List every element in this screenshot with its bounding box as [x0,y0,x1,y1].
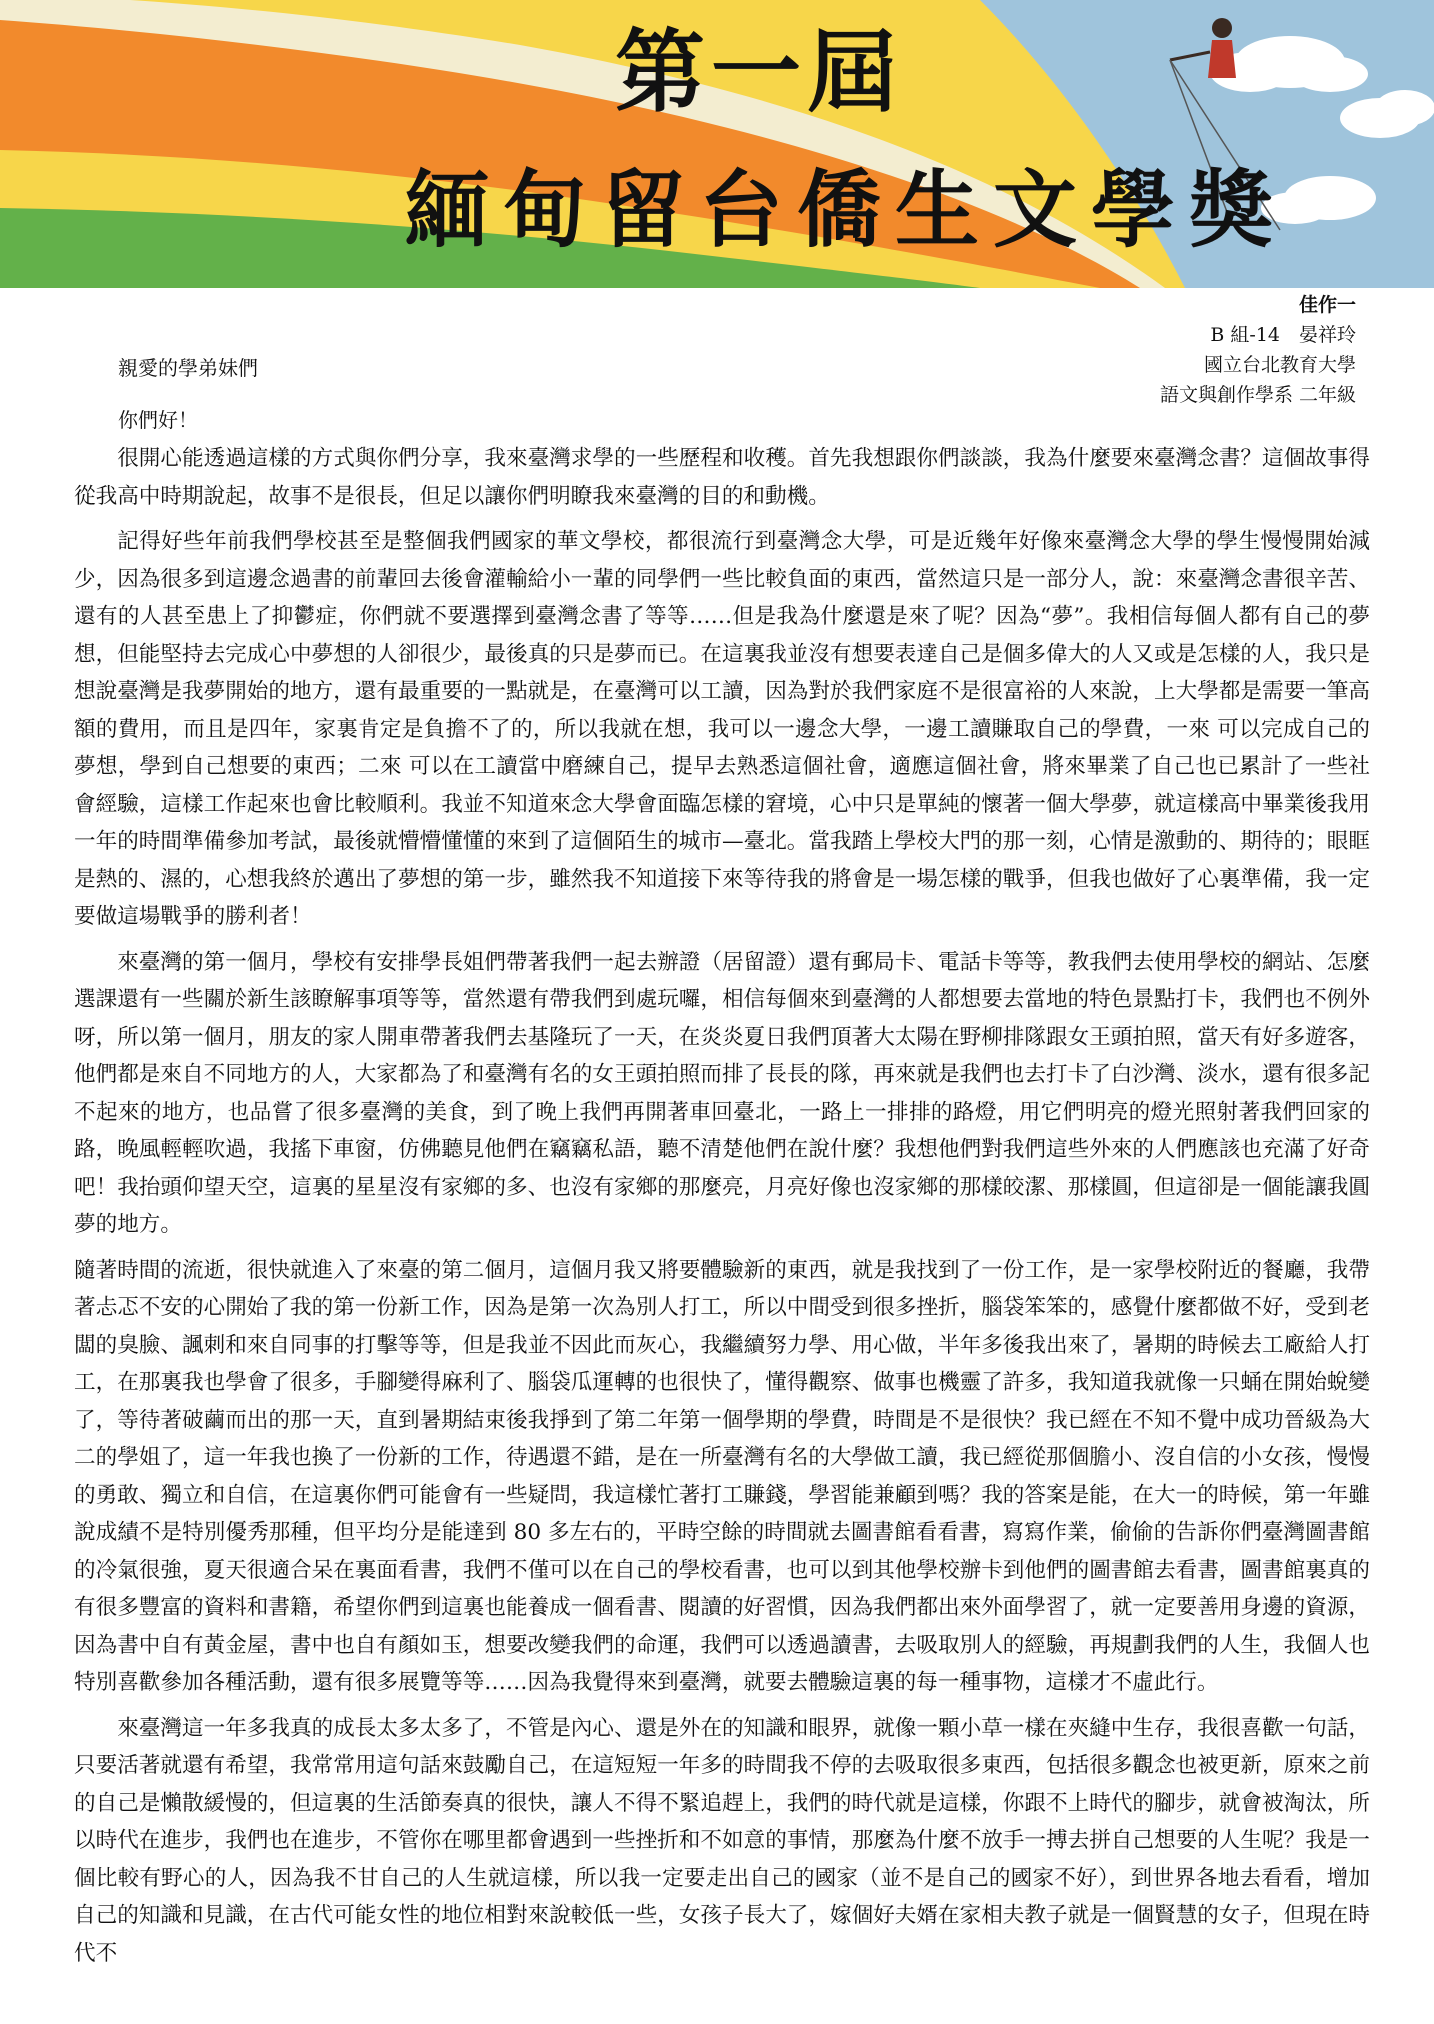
title-line-1: 第一屆 [615,20,903,125]
author-info [1160,290,1356,410]
title-line-2: 緬甸留台僑生文學獎 [405,161,1288,259]
letter-body [74,440,1370,1980]
author-school: 國立台北教育大學 [1203,354,1356,376]
paragraph-4: 隨著時間的流逝，很快就進入了來臺的第二個月，這個月我又將要體驗新的東西，就是我找到了一份工作，是一家學校附近的餐廳，我帶著忐忑不安的心開始了我的第一份新工作，因為是第一次為別人打工，所以中間受到很多挫折，腦袋笨笨的，感覺什麼都做不好，受到老闆的臭臉、諷刺和來自同事的打擊等等，但是我並不因此而灰心，我繼續努力學、用心做，半年多後我出來了，暑期的時候去工廠給人打工，在那裏我也學會了很多，手腳變得麻利了、腦袋瓜運轉的也很快了，懂得觀察、做事也機靈了許多，我知道我就像一只蛹在開始蛻變了，等待著破繭而出的那一天，直到暑期結束後我掙到了第二年第一個學期的學費，時間是不是很快？我已經在不知不覺中成功晉級為大二的學姐了，這一年我也換了一份新的工作，待遇還不錯，是在一所臺灣有名的大學做工讀，我已經從那個膽小、沒自信的小女孩，慢慢的勇敢、獨立和自信，在這裏你們可能會有一些疑問，我這樣忙著打工賺錢，學習能兼顧到嗎？我的答案是能，在大一的時候，第一年雖說成績不是特別優秀那種，但平均分是能達到 80 多左右的，平時空餘的時間就去圖書館看看書，寫寫作業，偷偷的告訴你們臺灣圖書館的冷氣很強，夏天很適合呆在裏面看書，我們不僅可以在自己的學校看書，也可以到其他學校辦卡到他們的圖書館去看書，圖書館裏真的有很多豐富的資料和書籍，希望你們到這裏也能養成一個看書、閱讀的好習慣，因為我們都出來外面學習了，就一定要善用身邊的資源，因為書中自有黃金屋，書中也自有顏如玉，想要改變我們的命運，我們可以透過讀書，去吸取別人的經驗，再規劃我們的人生，我個人也特別喜歡參加各種活動，還有很多展覽等等……因為我覺得來到臺灣，就要去體驗這裏的每一種事物，這樣才不虛此行。 [74,1257,1370,1695]
author-department: 語文與創作學系 二年級 [1159,384,1356,406]
paragraph-5: 來臺灣這一年多我真的成長太多太多了，不管是內心、還是外在的知識和眼界，就像一顆小草一樣在夾縫中生存，我很喜歡一句話，只要活著就還有希望，我常常用這句話來鼓勵自己，在這短短一年多的時間我不停的去吸取很多東西，包括很多觀念也被更新，原來之前的自己是懶散緩慢的，但這裏的生活節奏真的很快，讓人不得不緊追趕上，我們的時代就是這樣，你跟不上時代的腳步，就會被淘汰，所以時代在進步，我們也在進步，不管你在哪里都會遇到一些挫折和不如意的事情，那麼為什麼不放手一搏去拼自己想要的人生呢？我是一個比較有野心的人，因為我不甘自己的人生就這樣，所以我一定要走出自己的國家（並不是自己的國家不好），到世界各地去看看，增加自己的知識和見識，在古代可能女性的地位相對來說較低一些，女孩子長大了，嫁個好夫婿在家相夫教子就是一個賢慧的女子，但現在時代不 [74,1715,1370,1966]
author-group-name: B 組-14 晏祥玲 [1210,324,1356,346]
award-rank: 佳作一 [1298,294,1356,316]
header-banner [0,0,1434,288]
paragraph-1: 很開心能透過這樣的方式與你們分享，我來臺灣求學的一些歷程和收穫。首先我想跟你們談談，我為什麼要來臺灣念書？這個故事得從我高中時期說起，故事不是很長，但足以讓你們明瞭我來臺灣的目的和動機。 [74,446,1370,509]
greeting: 你們好！ [118,408,198,432]
salutation: 親愛的學弟妹們 [118,356,258,380]
paragraph-3: 來臺灣的第一個月，學校有安排學長姐們帶著我們一起去辦證（居留證）還有郵局卡、電話卡等等，教我們去使用學校的網站、怎麼選課還有一些關於新生該瞭解事項等等，當然還有帶我們到處玩囉，相信每個來到臺灣的人都想要去當地的特色景點打卡，我們也不例外呀，所以第一個月，朋友的家人開車帶著我們去基隆玩了一天，在炎炎夏日我們頂著大太陽在野柳排隊跟女王頭拍照，當天有好多遊客，他們都是來自不同地方的人，大家都為了和臺灣有名的女王頭拍照而排了長長的隊，再來就是我們也去打卡了白沙灣、淡水，還有很多記不起來的地方，也品嘗了很多臺灣的美食，到了晚上我們再開著車回臺北，一路上一排排的路燈，用它們明亮的燈光照射著我們回家的路，晚風輕輕吹過，我搖下車窗，仿佛聽見他們在竊竊私語，聽不清楚他們在說什麼？我想他們對我們這些外來的人們應該也充滿了好奇吧！我抬頭仰望天空，這裏的星星沒有家鄉的多、也沒有家鄉的那麼亮，月亮好像也沒家鄉的那樣皎潔、那樣圓，但這卻是一個能讓我圓夢的地方。 [74,949,1370,1237]
paragraph-2: 記得好些年前我們學校甚至是整個我們國家的華文學校，都很流行到臺灣念大學，可是近幾年好像來臺灣念大學的學生慢慢開始減少，因為很多到這邊念過書的前輩回去後會灌輸給小一輩的同學們一些比較負面的東西，當然這只是一部分人，說：來臺灣念書很辛苦、還有的人甚至患上了抑鬱症，你們就不要選擇到臺灣念書了等等……但是我為什麼還是來了呢？因為“夢”。我相信每個人都有自己的夢想，但能堅持去完成心中夢想的人卻很少，最後真的只是夢而已。在這裏我並沒有想要表達自己是個多偉大的人又或是怎樣的人，我只是想說臺灣是我夢開始的地方，還有最重要的一點就是，在臺灣可以工讀，因為對於我們家庭不是很富裕的人來說，上大學都是需要一筆高額的費用，而且是四年，家裏肯定是負擔不了的，所以我就在想，我可以一邊念大學，一邊工讀賺取自己的學費，一來 可以完成自己的夢想，學到自己想要的東西；二來 可以在工讀當中磨練自己，提早去熟悉這個社會，適應這個社會，將來畢業了自己也已累計了一些社會經驗，這樣工作起來也會比較順利。我並不知道來念大學會面臨怎樣的窘境，心中只是單純的懷著一個大學夢，就這樣高中畢業後我用一年的時間準備參加考試，最後就懵懵懂懂的來到了這個陌生的城市—臺北。當我踏上學校大門的那一刻，心情是激動的、期待的；眼眶是熱的、濕的，心想我終於邁出了夢想的第一步，雖然我不知道接下來等待我的將會是一場怎樣的戰爭，但我也做好了心裏準備，我一定要做這場戰爭的勝利者！ [74,529,1370,929]
